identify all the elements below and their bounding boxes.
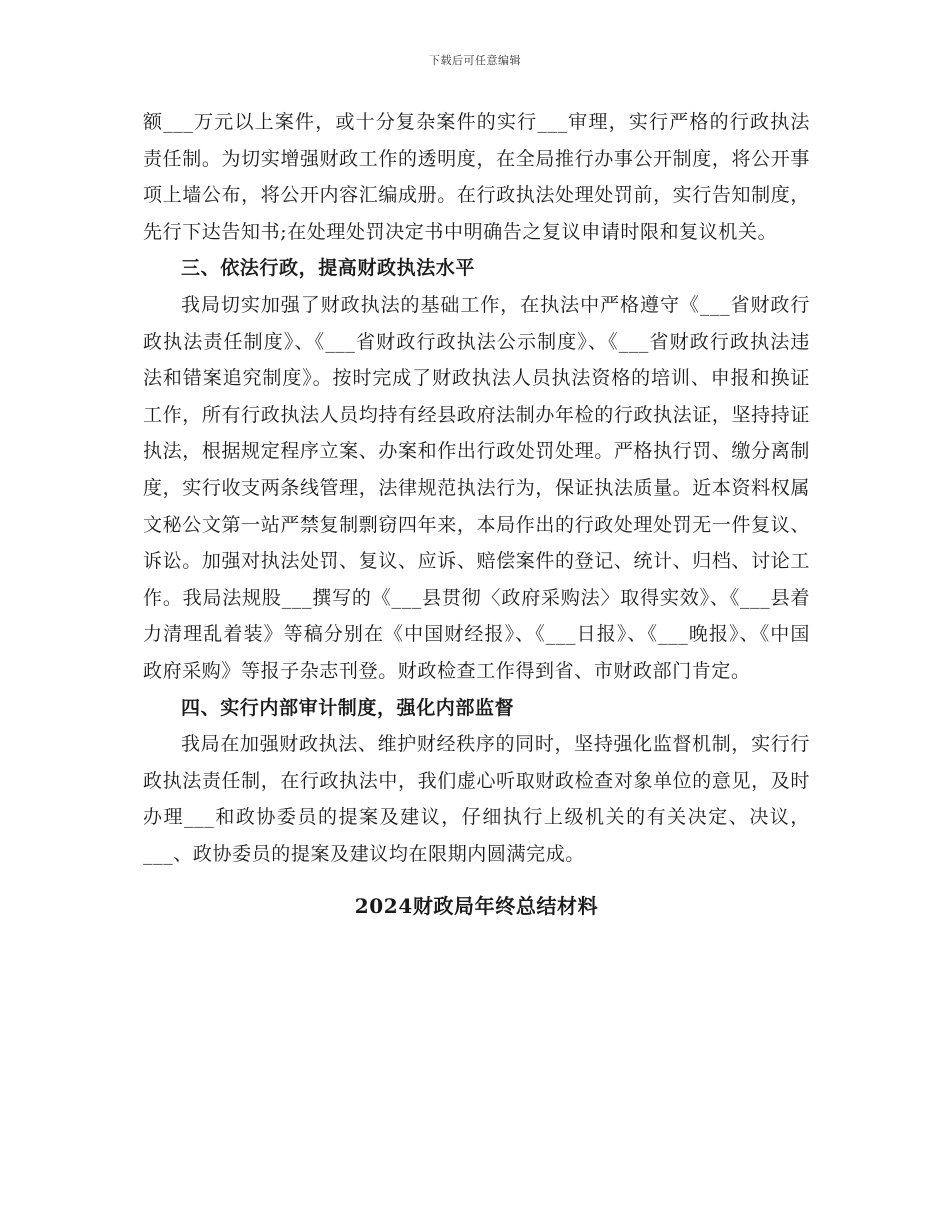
section-3-body: 我局切实加强了财政执法的基础工作，在执法中严格遵守《___省财政行政执法责任制度》、《___省财政行政执法公示制度》、《___省财政行政执法违法和错案追究制度》。按时完成了财政执法人员执法资格的培训、申报和换证工作，所有行政执法人员均持有经县政府法制办年检的行政执法证，坚持持证执法，根据规定程序立案、办案和作出行政处罚处理。严格执行罚、缴分离制度，实行收支两条线管理，法律规范执法行为，保证执法质量。近本资料权属文秘公文第一站严禁复制剽窃四年来，本局作出的行政处理处罚无一件复议、诉讼。加强对执法处罚、复议、应诉、赔偿案件的登记、统计、归档、讨论工作。我局法规股___撰写的《___县贯彻〈政府采购法〉取得实效》、《___县着力清理乱着装》等稿分别在《中国财经报》、《___日报》、《___晚报》、《中国政府采购》等报子杂志刊登。财政检查工作得到省、市财政部门肯定。 [143,293,810,682]
document-body [143,104,810,924]
section-4-heading: 四、实行内部审计制度，强化内部监督 [181,696,515,719]
section-4-body: 我局在加强财政执法、维护财经秩序的同时，坚持强化监督机制，实行行政执法责任制，在行政执法中，我们虚心听取财政检查对象单位的意见，及时办理___和政协委员的提案及建议，仔细执行上级机关的有关决定、决议，___、政协委员的提案及建议均在限期内圆满完成。 [143,733,810,865]
section-3-heading: 三、依法行政，提高财政执法水平 [181,257,476,280]
intro-paragraph: 额___万元以上案件，或十分复杂案件的实行___审理，实行严格的行政执法责任制。为切实增强财政工作的透明度，在全局推行办事公开制度，将公开事项上墙公布，将公开内容汇编成册。在行政执法处理处罚前，实行告知制度，先行下达告知书;在处理处罚决定书中明确告之复议申请时限和复议机关。 [143,111,810,243]
page-header: 下载后可任意编辑 [429,54,521,67]
next-document-title: 2024财政局年终总结材料 [354,894,599,919]
